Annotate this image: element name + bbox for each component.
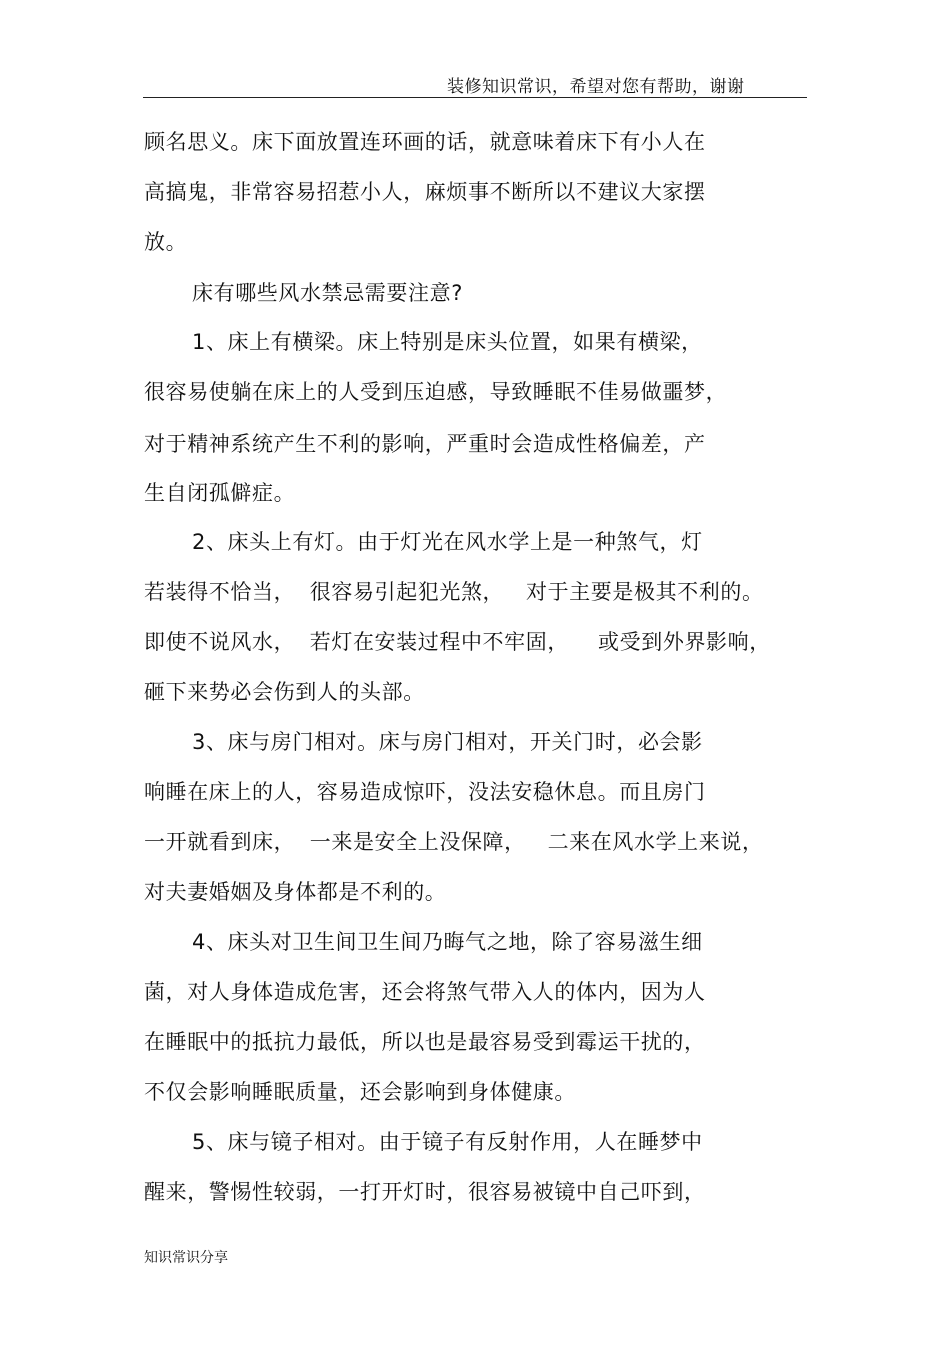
- body-line: 高搞鬼，非常容易招惹小人，麻烦事不断所以不建议大家摆: [144, 180, 706, 204]
- page-header-text: 装修知识常识，希望对您有帮助，谢谢: [447, 77, 745, 97]
- header-divider: [143, 97, 807, 98]
- body-line: 即使不说风水， 若灯在安装过程中不牢固， 或受到外界影响，: [144, 630, 771, 654]
- body-line: 很容易使躺在床上的人受到压迫感，导致睡眠不佳易做噩梦，: [144, 380, 728, 404]
- body-line: 若装得不恰当， 很容易引起犯光煞， 对于主要是极其不利的。: [144, 580, 764, 604]
- body-line: 对夫妻婚姻及身体都是不利的。: [144, 880, 447, 904]
- body-line: 2、床头上有灯。由于灯光在风水学上是一种煞气，灯: [192, 530, 703, 554]
- body-line: 顾名思义。床下面放置连环画的话，就意味着床下有小人在: [144, 130, 706, 154]
- body-line: 菌，对人身体造成危害，还会将煞气带入人的体内，因为人: [144, 980, 706, 1004]
- body-line: 5、床与镜子相对。由于镜子有反射作用，人在睡梦中: [192, 1130, 703, 1154]
- body-line: 一开就看到床， 一来是安全上没保障， 二来在风水学上来说，: [144, 830, 764, 854]
- body-line: 醒来，警惕性较弱，一打开灯时，很容易被镜中自己吓到，: [144, 1180, 706, 1204]
- body-line: 3、床与房门相对。床与房门相对，开关门时，必会影: [192, 730, 703, 754]
- section-heading: 床有哪些风水禁忌需要注意?: [192, 281, 463, 305]
- body-line: 在睡眠中的抵抗力最低，所以也是最容易受到霉运干扰的，: [144, 1030, 706, 1054]
- body-line: 生自闭孤僻症。: [144, 481, 296, 505]
- body-line: 对于精神系统产生不利的影响，严重时会造成性格偏差，产: [144, 432, 706, 456]
- body-line: 砸下来势必会伤到人的头部。: [144, 680, 425, 704]
- body-line: 不仅会影响睡眠质量，还会影响到身体健康。: [144, 1080, 576, 1104]
- body-line: 响睡在床上的人，容易造成惊吓，没法安稳休息。而且房门: [144, 780, 706, 804]
- body-line: 1、床上有横梁。床上特别是床头位置，如果有横梁，: [192, 330, 703, 354]
- body-line: 放。: [144, 230, 188, 254]
- page-footer-text: 知识常识分享: [144, 1250, 228, 1266]
- body-line: 4、床头对卫生间卫生间乃晦气之地，除了容易滋生细: [192, 930, 703, 954]
